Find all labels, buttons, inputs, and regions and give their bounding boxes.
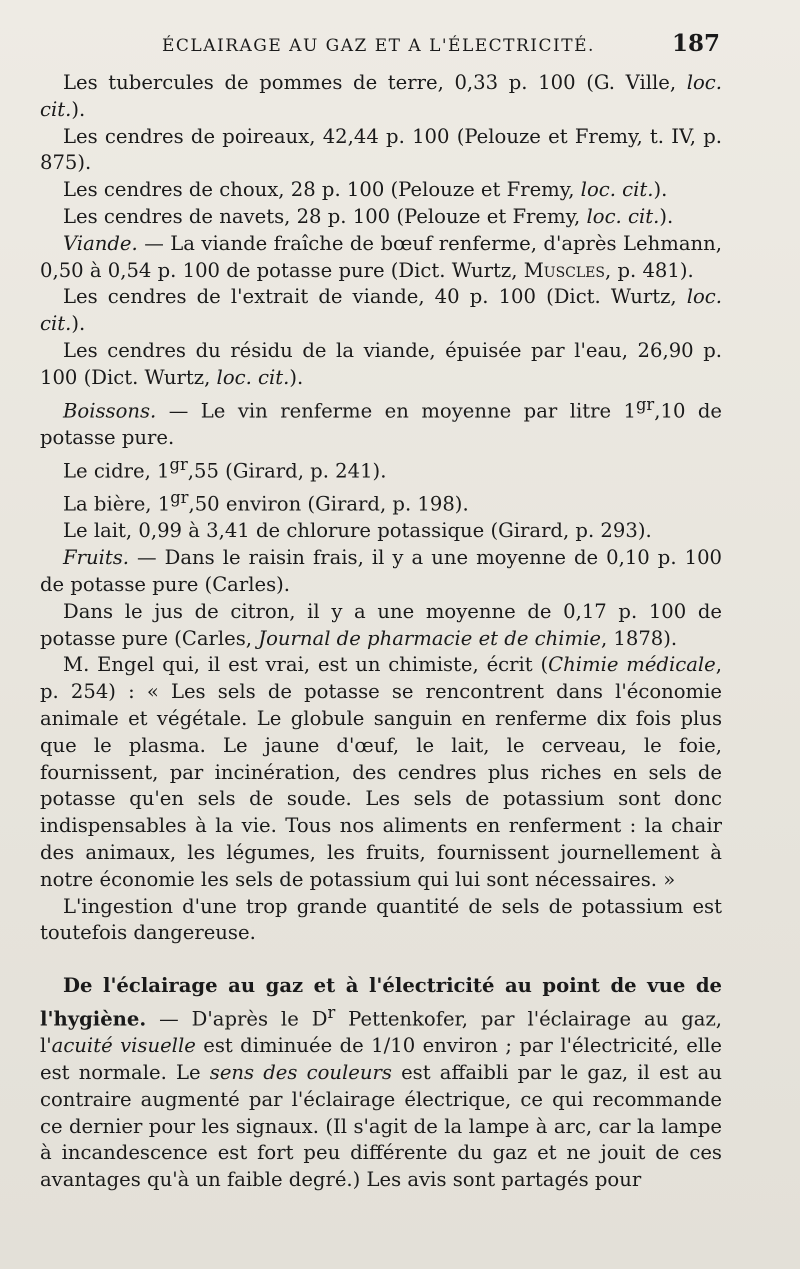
text-run: ,10 de potasse pure. [40, 399, 722, 449]
text-run: Les cendres du résidu de la viande, épuisée par l'eau, 26,90 p. 100 (Dict. Wurtz, [40, 338, 722, 389]
text-run: , p. 481). [604, 258, 694, 282]
text-run: Fruits. [63, 546, 130, 570]
text-run: Chimie médicale [548, 653, 716, 677]
paragraph [40, 392, 722, 452]
text-run: Les cendres de poireaux, 42,44 p. 100 (Pelouze et Fremy, t. IV, p. 875). [40, 124, 722, 175]
text-run: Dans le jus de citron, il y a une moyenne de 0,17 p. 100 de potasse pure (Carles, [40, 599, 722, 650]
text-run: Les cendres de choux, 28 p. 100 (Pelouze et Fremy, [63, 178, 581, 202]
text-run: Les cendres de navets, 28 p. 100 (Pelouze et Fremy, [63, 204, 587, 228]
text-run: est affaibli par le gaz, il est au contraire augmenté par l'éclairage électrique, ce qui recommande ce dernier pour les signaux. (Il s'agit de la lampe à arc, car la lampe à incandescence est fort peu différente du gaz et ne jouit de ces avantages qu'à un faible degré.) Les avis sont partagés pour [40, 1061, 722, 1192]
text-run: — Dans le raisin frais, il y a une moyenne de 0,10 p. 100 de potasse pure (Carles). [40, 546, 722, 596]
paragraph [40, 177, 722, 204]
text-run: De l'éclairage au gaz et à l'électricité au point de vue de l'hygiène. [40, 974, 722, 1031]
text-run: , p. 254) : « Les sels de potasse se rencontrent dans l'économie animale et végétale. Le globule sanguin en renferme dix fois plus que le plasma. Le jaune d'œuf, le lait, le cerveau, le foie, fournissent, par incinération, des cendres plus riches en sels de potasse qu'en sels de soude. Les sels de potassium sont donc indispensables à la vie. Tous nos aliments en renferment : la chair des animaux, les légumes, les fruits, fournissent journellement à notre économie les sels de potassium qui lui sont nécessaires. » [40, 653, 722, 891]
running-title: ÉCLAIRAGE AU GAZ ET A L'ÉLECTRICITÉ. [162, 36, 595, 56]
page-number: 187 [671, 30, 720, 57]
text-run: M. Engel qui, il est vrai, est un chimiste, écrit ( [63, 653, 549, 677]
paragraph [40, 599, 722, 653]
text-run: Boissons. [63, 399, 157, 423]
text-run: La bière, 1 [63, 492, 171, 516]
text-run: Les tubercules de pommes de terre, 0,33 p. 100 (G. Ville, [63, 71, 687, 94]
paragraph [40, 485, 722, 518]
paragraph [40, 894, 722, 948]
text-run: r [327, 1002, 336, 1022]
text-run: gr [169, 454, 188, 474]
text-run: Viande. [63, 231, 138, 255]
paragraph [40, 545, 722, 599]
text-run: sens des couleurs [209, 1061, 392, 1085]
paragraph [40, 973, 722, 1194]
text-run: ,55 (Girard, p. 241). [187, 459, 387, 483]
text-run: loc. cit. [586, 204, 660, 228]
text-run: Muscles [523, 258, 605, 282]
text-run: , 1878). [600, 626, 678, 650]
text-run: loc. cit. [40, 285, 722, 336]
paragraph [40, 231, 722, 285]
text-run: Le cidre, 1 [63, 459, 170, 483]
text-run: ). [71, 97, 86, 121]
paragraph [40, 124, 722, 178]
text-run: gr [170, 488, 189, 508]
text-run: acuité visuelle [51, 1034, 196, 1058]
text-run: loc. cit. [40, 71, 722, 121]
text-run: ,50 environ (Girard, p. 198). [188, 492, 469, 516]
text-run: Pettenkofer, par l'éclairage au gaz, l' [40, 1007, 722, 1058]
text-run: loc. cit. [580, 178, 654, 202]
page-header [40, 30, 720, 62]
text-run: L'ingestion d'une trop grande quantité de sels de potassium est toutefois dangereuse. [40, 894, 722, 945]
text-run: — La viande fraîche de bœuf renferme, d'après Lehmann, 0,50 à 0,54 p. 100 de potasse pure (Dict. Wurtz, [40, 231, 722, 282]
text-run: ). [71, 312, 86, 336]
text-run: Journal de pharmacie et de chimie [258, 626, 601, 650]
paragraph [40, 204, 722, 231]
text-run: — Le vin renferme en moyenne par litre 1 [156, 399, 636, 423]
text-run: ). [653, 178, 668, 202]
paragraph [40, 338, 722, 392]
body-text [40, 70, 722, 1194]
text-run: ). [659, 204, 674, 228]
paragraph [40, 452, 722, 485]
text-run: ). [289, 365, 304, 389]
paragraph [40, 518, 722, 545]
paragraph [40, 652, 722, 893]
text-run: Les cendres de l'extrait de viande, 40 p. 100 (Dict. Wurtz, [63, 285, 687, 309]
paragraph [40, 70, 722, 124]
text-run: est diminuée de 1/10 environ ; par l'électricité, elle est normale. Le [40, 1034, 722, 1085]
text-run: loc. cit. [216, 365, 290, 389]
text-run: — D'après le D [146, 1007, 328, 1031]
paragraph [40, 284, 722, 338]
text-run: Le lait, 0,99 à 3,41 de chlorure potassique (Girard, p. 293). [63, 519, 652, 543]
text-run: gr [635, 394, 655, 414]
